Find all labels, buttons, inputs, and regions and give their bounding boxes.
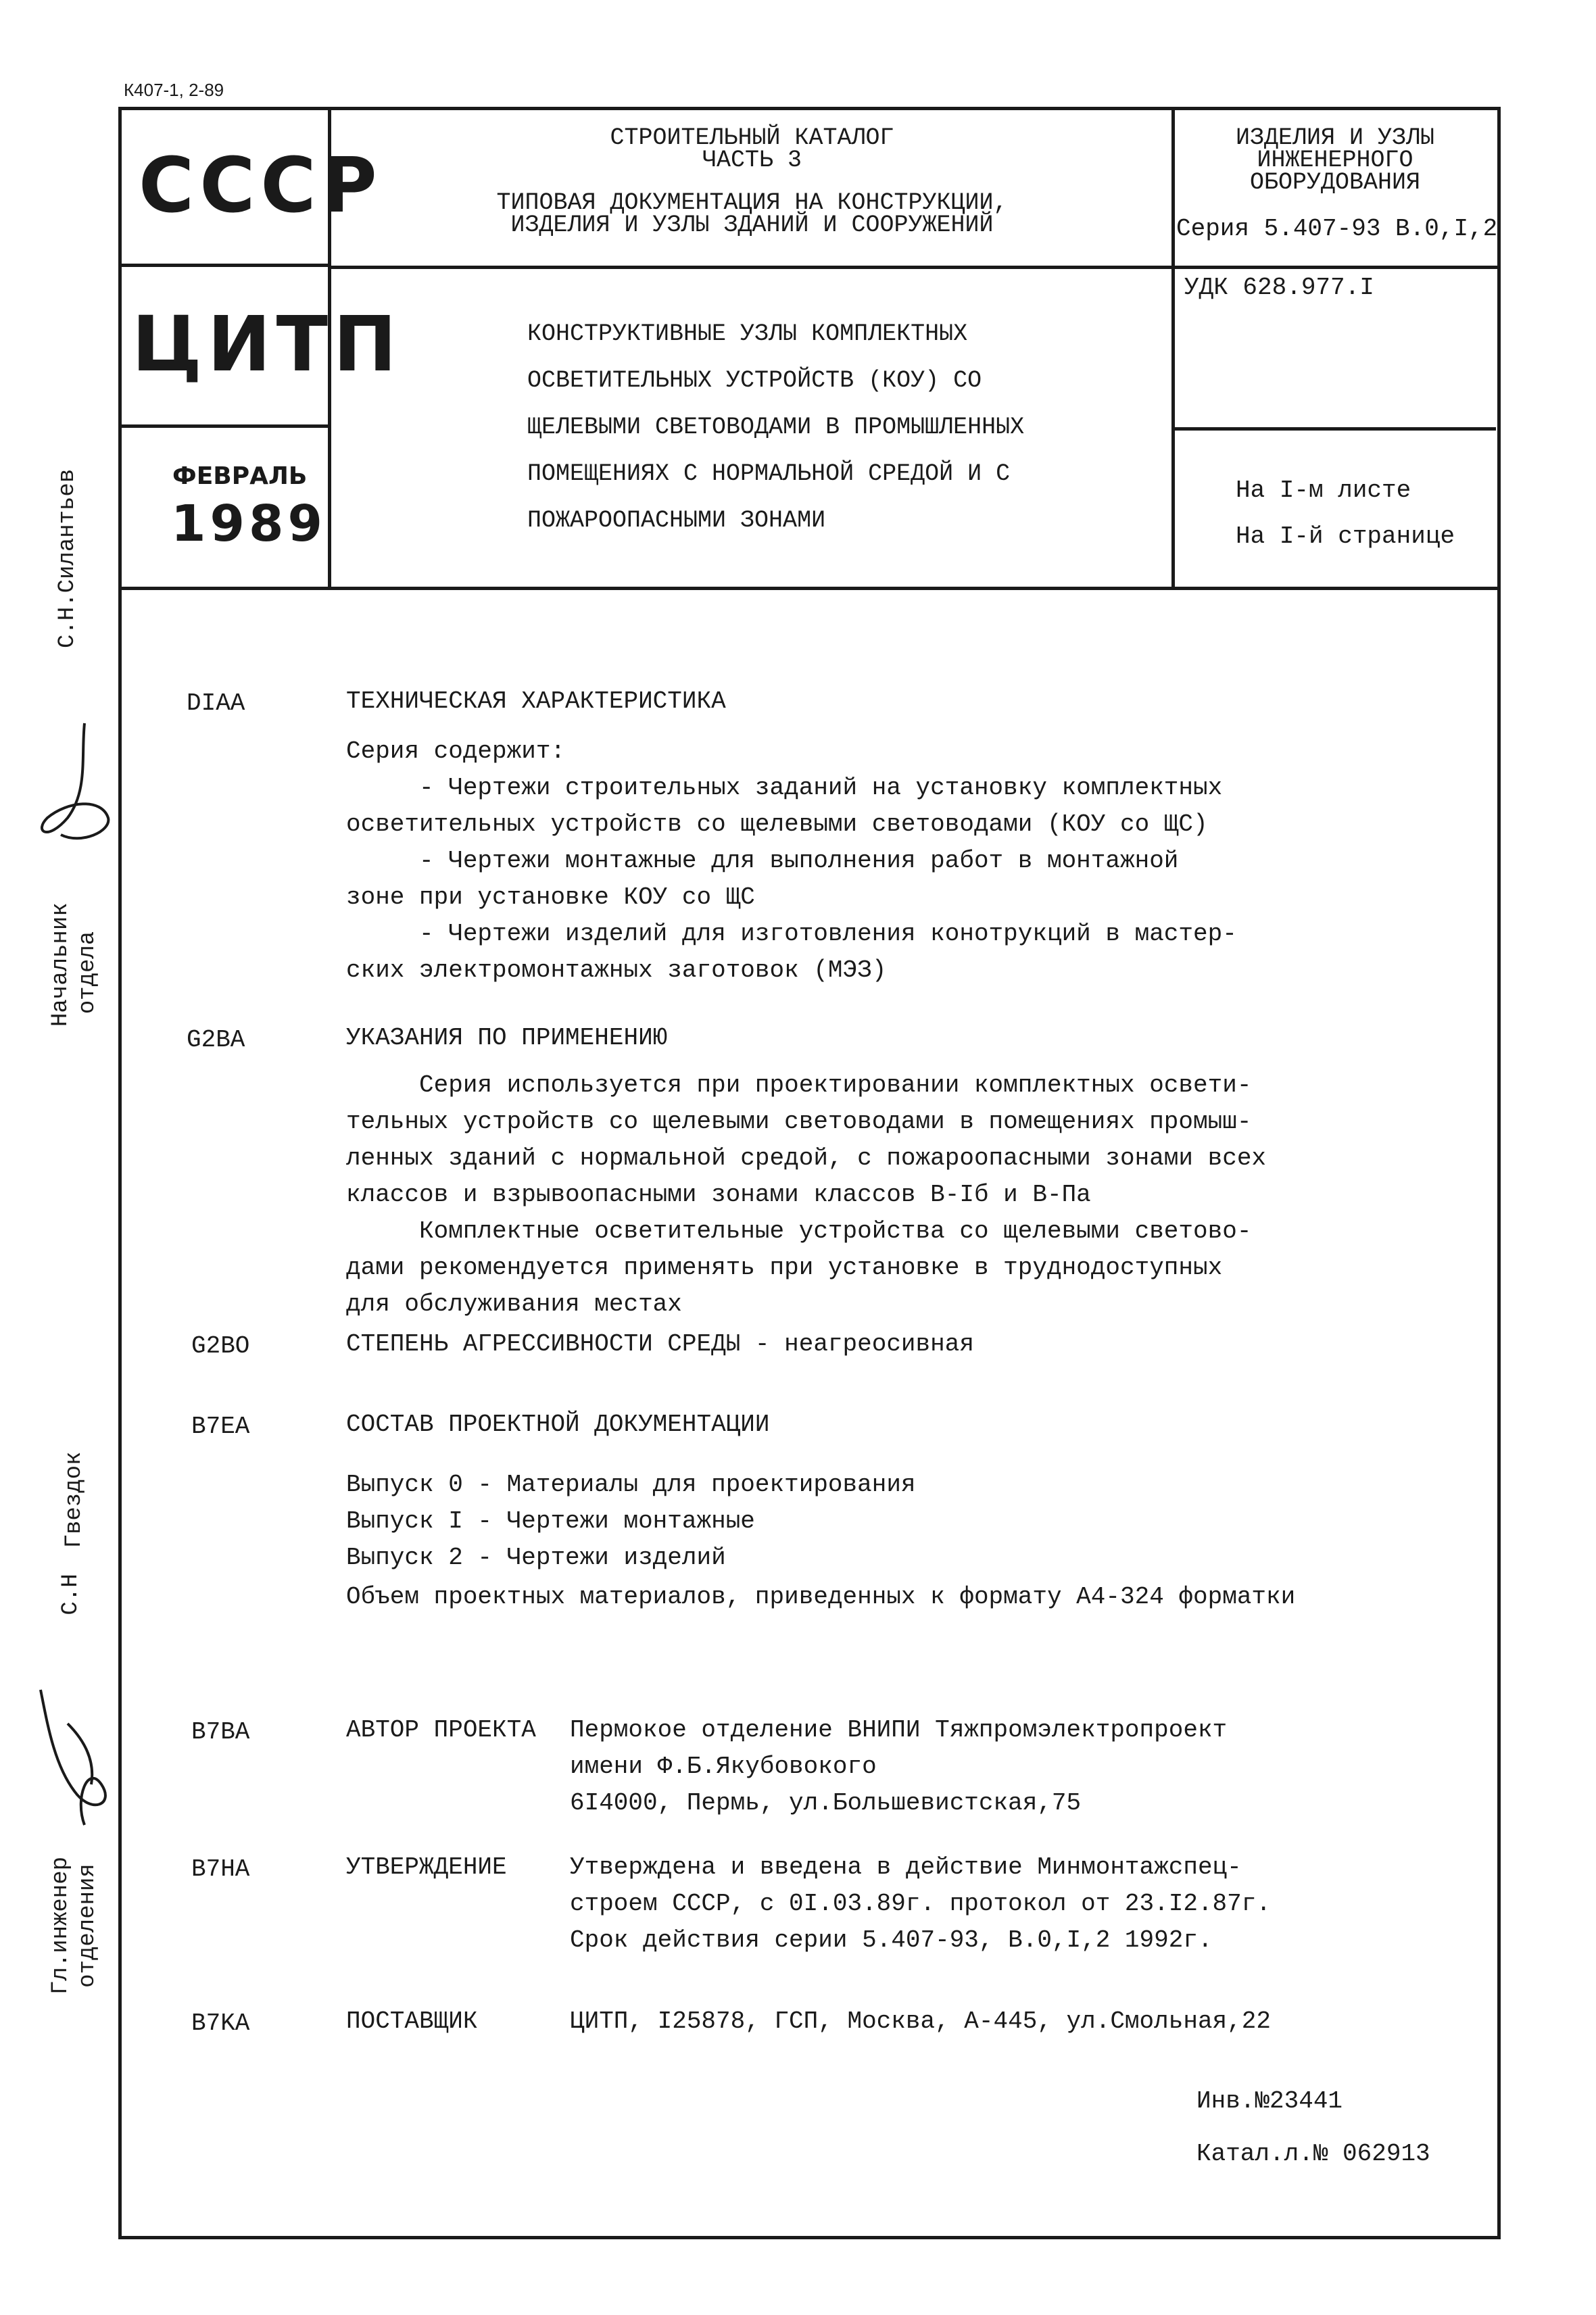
approval-line: Срок действия серии 5.407-93, В.0,I,2 1992г.	[570, 1926, 1213, 1954]
usage-line: ленных зданий с нормальной средой, с пожароопасными зонами всех	[346, 1144, 1267, 1172]
tech-line: ских электромонтажных заготовок (МЭЗ)	[346, 956, 887, 984]
section-label-approval: УТВЕРЖДЕНИЕ	[346, 1853, 507, 1881]
category-line-2: ИНЖЕНЕРНОГО	[1257, 147, 1413, 174]
series-number: Серия 5.407-93 В.0,I,2	[1176, 215, 1498, 243]
header-mid-line	[328, 266, 1497, 269]
section-code-g2ba: G2BA	[187, 1026, 245, 1054]
category-line-3: ОБОРУДОВАНИЯ	[1249, 169, 1421, 196]
tech-line: - Чертежи строительных заданий на установку комплектных	[346, 774, 1223, 802]
usage-line: тельных устройств со щелевыми световодами в помещениях промыш-	[346, 1108, 1252, 1136]
title-line-1: КОНСТРУКТИВНЫЕ УЗЛЫ КОМПЛЕКТНЫХ	[527, 320, 968, 347]
tech-line: - Чертежи монтажные для выполнения работ в монтажной	[346, 847, 1179, 875]
stamp-country: СССР	[139, 142, 383, 230]
udk-code: УДК 628.977.I	[1184, 274, 1374, 301]
document-title	[527, 311, 1024, 544]
title-line-5: ПОЖАРООПАСНЫМИ ЗОНАМИ	[527, 507, 826, 534]
section-code-b7ha: B7HA	[191, 1855, 250, 1883]
header-right-border	[1171, 107, 1175, 588]
section-label-supplier: ПОСТАВЩИК	[346, 2007, 478, 2035]
section-title-tech: ТЕХНИЧЕСКАЯ ХАРАКТЕРИСТИКА	[346, 687, 726, 715]
usage-line: дами рекомендуется применять при установке в труднодоступных	[346, 1254, 1223, 1282]
sheet-count: На I-м листе	[1236, 477, 1411, 504]
author-line: 6I4000, Пермь, ул.Большевистская,75	[570, 1789, 1082, 1817]
stamp-month: ФЕВРАЛЬ	[172, 462, 308, 490]
author-line: имени Ф.Б.Якубовокого	[570, 1753, 877, 1780]
section-body-usage	[346, 1067, 1266, 1323]
position-2-line-1: Гл.инженер	[48, 1856, 74, 1995]
approval-line: строем СССР, с 0I.03.89г. протокол от 23.I2.87г.	[570, 1890, 1271, 1918]
supplier-address: ЦИТП, I25878, ГСП, Москва, А-445, ул.Смольная,22	[570, 2007, 1271, 2035]
section-body-composition	[346, 1467, 1295, 1615]
header-bottom-border	[118, 587, 1497, 590]
position-1-line-1: Начальник	[48, 902, 74, 1027]
position-2-line-2: отделения	[75, 1863, 101, 1988]
catalog-line-4: ИЗДЕЛИЯ И УЗЛЫ ЗДАНИЙ И СООРУЖЕНИЙ	[510, 212, 994, 239]
tech-line: зоне при установке КОУ со ЩС	[346, 883, 755, 911]
issue-line: Выпуск 2 - Чертежи изделий	[346, 1544, 726, 1571]
stamp-divider-2	[118, 424, 329, 428]
title-line-3: ЩЕЛЕВЫМИ СВЕТОВОДАМИ В ПРОМЫШЛЕННЫХ	[527, 414, 1025, 441]
section-title-aggressiveness: СТЕПЕНЬ АГРЕССИВНОСТИ СРЕДЫ - неагреосивная	[346, 1330, 974, 1358]
inventory-number: Инв.№23441	[1196, 2087, 1343, 2115]
stamp-org: ЦИТП	[132, 301, 402, 389]
signer-name-2-surname: Гвездок	[62, 1451, 87, 1549]
page-count: На I-й странице	[1236, 522, 1455, 550]
catalog-header	[338, 124, 1166, 239]
signature-2	[27, 1683, 122, 1838]
usage-line: Комплектные осветительные устройства со щелевыми светово-	[346, 1217, 1252, 1245]
stamp-year: 1989	[171, 495, 327, 553]
catalog-line-3: ТИПОВАЯ ДОКУМЕНТАЦИЯ НА КОНСТРУКЦИИ,	[496, 189, 1008, 216]
tech-line: осветительных устройств со щелевыми световодами (КОУ со ЩС)	[346, 810, 1208, 838]
usage-line: для обслуживания местах	[346, 1290, 682, 1318]
section-code-diaa: DIAA	[187, 689, 245, 717]
issue-line: Выпуск I - Чертежи монтажные	[346, 1507, 755, 1535]
author-line: Пермокое отделение ВНИПИ Тяжпромэлектропроект	[570, 1716, 1228, 1744]
approval-line: Утверждена и введена в действие Минмонтажспец-	[570, 1853, 1242, 1881]
signature-1	[20, 716, 115, 852]
udk-divider	[1171, 427, 1496, 431]
title-line-2: ОСВЕТИТЕЛЬНЫХ УСТРОЙСТВ (КОУ) СО	[527, 367, 982, 394]
title-line-4: ПОМЕЩЕНИЯХ С НОРМАЛЬНОЙ СРЕДОЙ И С	[527, 460, 1011, 487]
signer-name-1: С.Н.Силантьев	[55, 468, 80, 648]
signer-name-2-initials: С.Н	[58, 1574, 84, 1615]
section-label-author: АВТОР ПРОЕКТА	[346, 1716, 536, 1744]
stamp-divider-1	[118, 264, 329, 267]
section-body-author	[570, 1712, 1227, 1822]
position-1-line-2: отдела	[75, 931, 101, 1015]
catalog-sheet-number: Катал.л.№ 062913	[1196, 2140, 1430, 2168]
catalog-line-1: СТРОИТЕЛЬНЫЙ КАТАЛОГ	[610, 124, 894, 151]
section-code-b7ka: B7KA	[191, 2009, 250, 2037]
issue-line: Выпуск 0 - Материалы для проектирования	[346, 1471, 916, 1498]
tech-line: - Чертежи изделий для изготовления конотрукций в мастер-	[346, 920, 1237, 948]
section-title-composition: СОСТАВ ПРОЕКТНОЙ ДОКУМЕНТАЦИИ	[346, 1411, 770, 1438]
category-header	[1176, 124, 1494, 196]
usage-line: Серия используется при проектировании комплектных освети-	[346, 1071, 1252, 1099]
section-code-b7ea: B7EA	[191, 1413, 250, 1440]
section-body-approval	[570, 1849, 1271, 1959]
catalog-line-2: ЧАСТЬ 3	[702, 147, 802, 174]
doc-code: К407-1, 2-89	[124, 80, 224, 100]
tech-line: Серия содержит:	[346, 737, 566, 765]
section-title-usage: УКАЗАНИЯ ПО ПРИМЕНЕНИЮ	[346, 1024, 668, 1052]
section-code-g2bo: G2BO	[191, 1332, 250, 1360]
volume-line: Объем проектных материалов, приведенных к формату А4-324 форматки	[346, 1583, 1296, 1611]
usage-line: классов и взрывоопасными зонами классов В-Iб и В-Па	[346, 1181, 1091, 1209]
section-code-b7ba: B7BA	[191, 1718, 250, 1746]
category-line-1: ИЗДЕЛИЯ И УЗЛЫ	[1235, 124, 1435, 151]
section-body-tech	[346, 733, 1237, 989]
